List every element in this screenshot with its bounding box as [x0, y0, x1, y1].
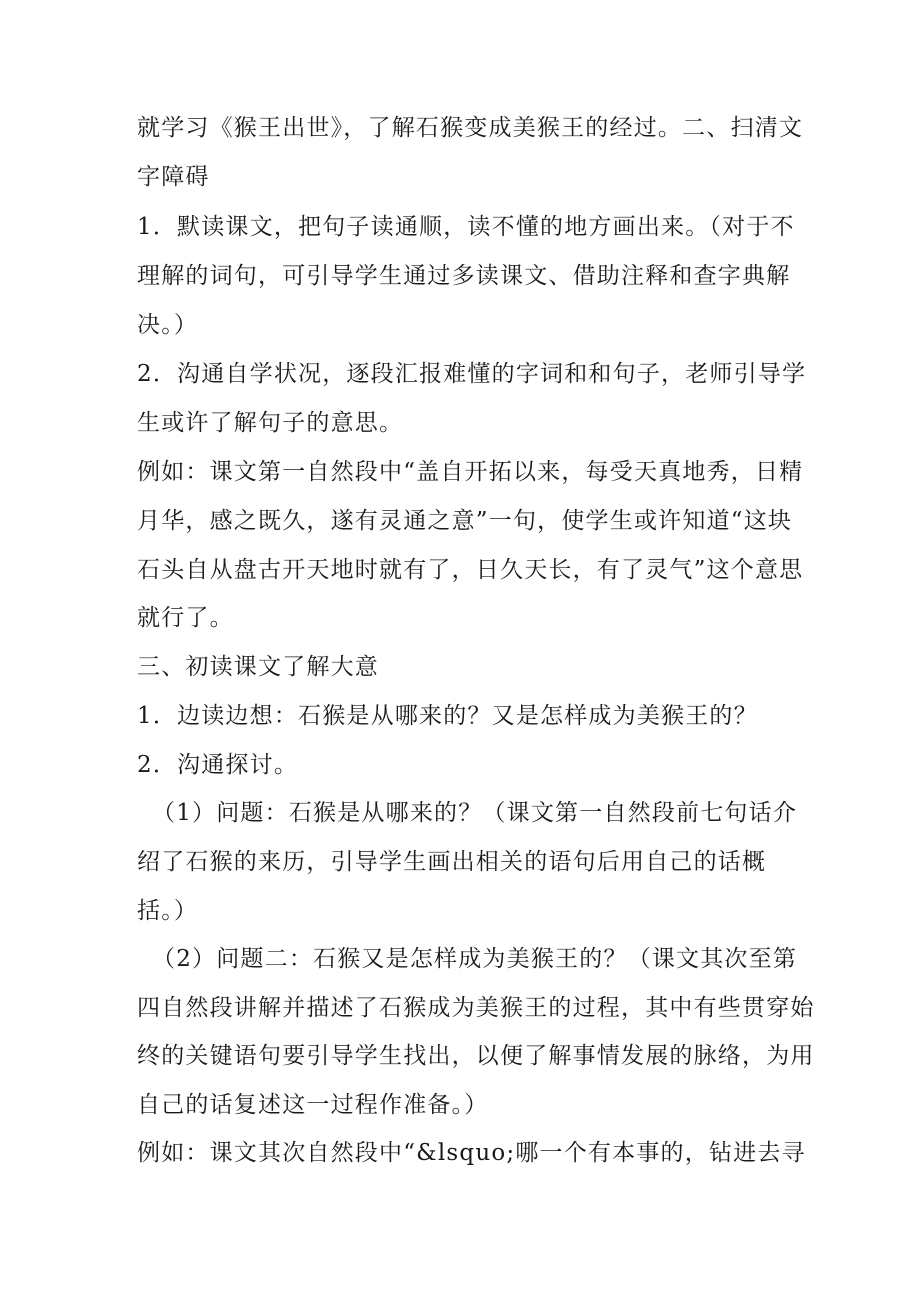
text-line: 石头自从盘古开天地时就有了，日久天长，有了灵气”这个意思 — [137, 557, 804, 583]
text-line: 四自然段讲解并描述了石猴成为美猴王的过程，其中有些贯穿始 — [137, 995, 815, 1021]
text-line: 2．沟通自学状况，逐段汇报难懂的字词和和句子，老师引导学 — [137, 361, 807, 387]
text-line: 理解的词句，可引导学生通过多读课文、借助注释和查字典解 — [137, 263, 791, 289]
text-line: 就行了。 — [137, 605, 234, 631]
text-line: 生或许了解句子的意思。 — [137, 410, 404, 436]
text-line: 例如：课文第一自然段中“盖自开拓以来，每受天真地秀，日精 — [137, 459, 804, 485]
text-line: （2）问题二：石猴又是怎样成为美猴王的？（课文其次至第 — [152, 946, 798, 972]
text-line: 决。） — [137, 312, 199, 338]
text-line: 字障碍 — [137, 164, 210, 190]
section-heading: 三、初读课文了解大意 — [137, 654, 379, 680]
text-line: 括。） — [137, 898, 199, 924]
text-line: 2．沟通探讨。 — [137, 752, 299, 778]
text-line: 月华，感之既久，遂有灵通之意”一句，使学生或许知道“这块 — [137, 508, 793, 534]
text-line: 终的关键语句要引导学生找出，以便了解事情发展的脉络，为用 — [137, 1043, 815, 1069]
text-line: 1．默读课文，把句子读通顺，读不懂的地方画出来。（对于不 — [137, 214, 795, 240]
text-line: 就学习《猴王出世》，了解石猴变成美猴王的经过。二、扫清文 — [137, 115, 804, 141]
text-line: 1．边读边想：石猴是从哪来的？又是怎样成为美猴王的？ — [137, 703, 758, 729]
text-line: （1）问题：石猴是从哪来的？（课文第一自然段前七句话介 — [152, 800, 798, 826]
text-line: 自己的话复述这一过程作准备。） — [137, 1092, 489, 1118]
text-line: 例如：课文其次自然段中“&lsquo;哪一个有本事的，钻进去寻 — [137, 1140, 806, 1166]
text-line: 绍了石猴的来历，引导学生画出相关的语句后用自己的话概 — [137, 849, 767, 875]
